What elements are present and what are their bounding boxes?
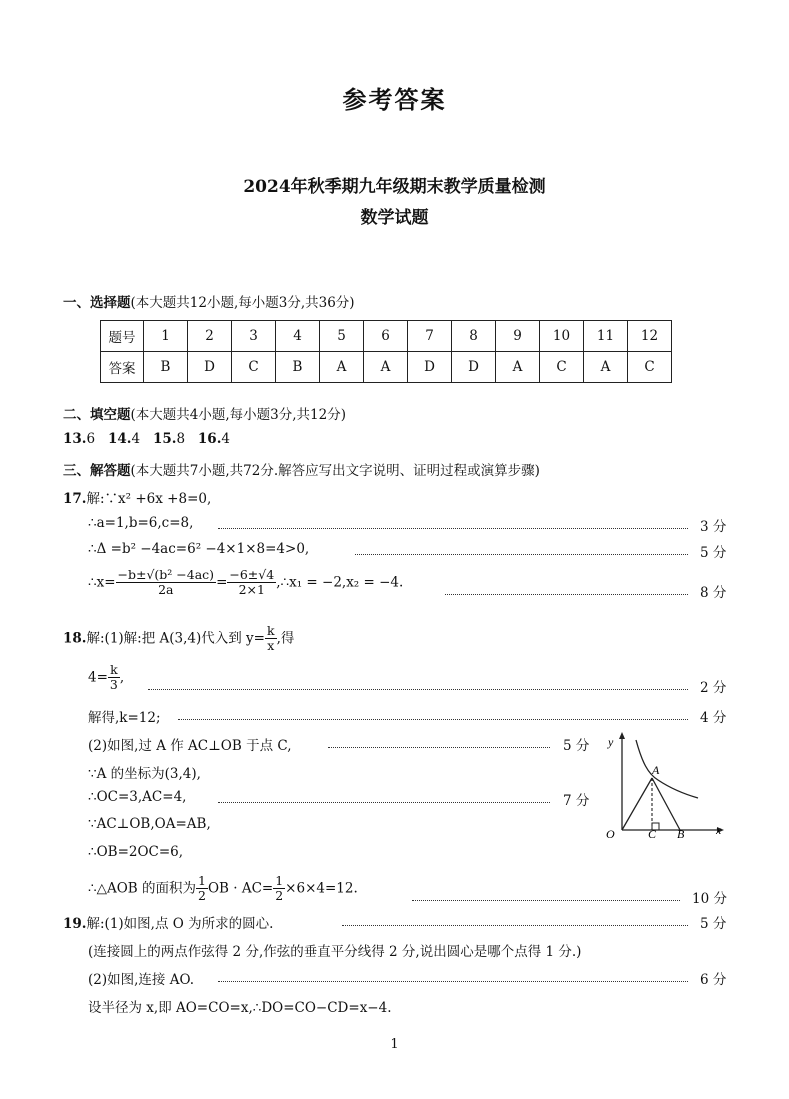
label-O: O bbox=[606, 827, 615, 840]
table-cell: 10 bbox=[540, 321, 584, 352]
fill-num: 15. bbox=[152, 431, 177, 447]
q19-line3: (2)如图,连接 AO. bbox=[88, 972, 195, 988]
q18-text: ∴△AOB 的面积为 bbox=[88, 880, 196, 897]
dot-leader bbox=[355, 554, 688, 555]
q18-line5: ∵A 的坐标为(3,4), bbox=[88, 766, 201, 782]
q17-line3: ∴Δ =b² −4ac=6² −4×1×8=4>0, bbox=[88, 541, 310, 557]
fill-answer: 6 bbox=[86, 431, 96, 447]
table-cell: A bbox=[320, 352, 364, 383]
fill-num: 14. bbox=[107, 431, 132, 447]
dot-leader bbox=[148, 689, 688, 690]
fraction bbox=[116, 568, 217, 598]
q19-line4: 设半径为 x,即 AO=CO=x,∴DO=CO−CD=x−4. bbox=[88, 1000, 392, 1016]
label-B: B bbox=[677, 827, 685, 840]
q18-text: OB · AC= bbox=[207, 880, 274, 897]
dot-leader bbox=[445, 594, 688, 595]
section-choice bbox=[63, 291, 355, 311]
denominator: 2 bbox=[198, 888, 206, 904]
y-axis-arrow bbox=[619, 732, 625, 739]
dot-leader bbox=[328, 747, 550, 748]
page-title: 参考答案 bbox=[342, 85, 447, 114]
table-row-numbers bbox=[101, 321, 672, 352]
fraction bbox=[273, 874, 285, 904]
q18-text: 解:(1)解:把 A(3,4)代入到 y= bbox=[86, 630, 265, 647]
subject-title: 数学试题 bbox=[360, 208, 429, 228]
answer-table bbox=[100, 320, 672, 383]
denominator: 3 bbox=[109, 677, 118, 693]
q19-number: 19. bbox=[63, 916, 87, 932]
segment-OA bbox=[622, 778, 652, 830]
table-cell: D bbox=[188, 352, 232, 383]
table-cell: 8 bbox=[452, 321, 496, 352]
q18-line9 bbox=[88, 874, 358, 904]
numerator: k bbox=[267, 623, 275, 638]
dot-leader bbox=[178, 719, 688, 720]
section-solve-heading: 三、解答题 bbox=[63, 463, 131, 479]
q18-number: 18. bbox=[63, 630, 87, 647]
q17-line4 bbox=[88, 568, 403, 598]
score-mark: 7 分 bbox=[563, 793, 590, 809]
table-cell: 3 bbox=[232, 321, 276, 352]
q18-text: 4= bbox=[88, 669, 108, 686]
fill-num: 13. bbox=[63, 431, 87, 447]
q18-line7: ∵AC⊥OB,OA=AB, bbox=[88, 816, 211, 832]
fill-answer: 4 bbox=[131, 431, 141, 447]
table-cell: 9 bbox=[496, 321, 540, 352]
segment-AB bbox=[652, 778, 680, 830]
score-mark: 5 分 bbox=[700, 916, 727, 932]
q18-line8: ∴OB=2OC=6, bbox=[88, 844, 184, 860]
fill-answer: 4 bbox=[221, 431, 230, 447]
q18-figure bbox=[598, 728, 728, 840]
table-cell: D bbox=[452, 352, 496, 383]
section-fill-heading: 二、填空题 bbox=[63, 407, 131, 423]
table-row-answers bbox=[101, 352, 672, 383]
table-cell-label: 答案 bbox=[101, 352, 144, 383]
q18-text: ,得 bbox=[276, 630, 295, 647]
table-cell: C bbox=[628, 352, 672, 383]
fraction bbox=[108, 663, 120, 693]
section-solve bbox=[63, 459, 540, 479]
table-cell: A bbox=[584, 352, 628, 383]
q17-text: ,∴x₁ = −2,x₂ = −4. bbox=[276, 574, 404, 591]
table-cell: C bbox=[232, 352, 276, 383]
score-mark: 6 分 bbox=[700, 972, 727, 988]
table-cell: 7 bbox=[408, 321, 452, 352]
q18-line2 bbox=[88, 663, 124, 693]
q19-line1 bbox=[63, 912, 273, 932]
section-solve-note: (本大题共7小题,共72分.解答应写出文字说明、证明过程或演算步骤) bbox=[130, 463, 540, 479]
numerator: −6±√4 bbox=[229, 567, 275, 582]
exam-title: 2024年秋季期九年级期末教学质量检测 bbox=[243, 177, 546, 197]
label-y: y bbox=[608, 735, 614, 749]
q17-line1 bbox=[63, 487, 211, 507]
table-cell: 5 bbox=[320, 321, 364, 352]
dot-leader bbox=[218, 802, 550, 803]
score-mark: 10 分 bbox=[692, 891, 727, 907]
dot-leader bbox=[342, 925, 688, 926]
fill-answer: 8 bbox=[176, 431, 186, 447]
table-cell-label: 题号 bbox=[101, 321, 144, 352]
table-cell: A bbox=[496, 352, 540, 383]
denominator: 2 bbox=[275, 888, 284, 904]
table-cell: 1 bbox=[144, 321, 188, 352]
table-cell: A bbox=[364, 352, 408, 383]
section-fill-note: (本大题共4小题,每小题3分,共12分) bbox=[130, 407, 346, 423]
table-cell: 2 bbox=[188, 321, 232, 352]
score-mark: 5 分 bbox=[563, 738, 590, 754]
label-A: A bbox=[652, 763, 660, 777]
q17-number: 17. bbox=[63, 491, 87, 507]
q19-text: 解:(1)如图,点 O 为所求的圆心. bbox=[86, 916, 274, 932]
score-mark: 4 分 bbox=[700, 710, 727, 726]
table-cell: 4 bbox=[276, 321, 320, 352]
numerator: −b±√(b² −4ac) bbox=[117, 567, 215, 582]
label-C: C bbox=[648, 827, 657, 840]
table-cell: 6 bbox=[364, 321, 408, 352]
table-cell: D bbox=[408, 352, 452, 383]
q18-line4: (2)如图,过 A 作 AC⊥OB 于点 C, bbox=[88, 738, 292, 754]
section-choice-note: (本大题共12小题,每小题3分,共36分) bbox=[130, 295, 355, 311]
q17-text: = bbox=[216, 574, 228, 591]
score-mark: 8 分 bbox=[700, 585, 727, 601]
q18-text: , bbox=[119, 669, 125, 686]
dot-leader bbox=[218, 528, 688, 529]
fill-answers bbox=[63, 431, 230, 447]
score-mark: 2 分 bbox=[700, 680, 727, 696]
score-mark: 5 分 bbox=[700, 545, 727, 561]
denominator: 2×1 bbox=[238, 582, 265, 598]
section-choice-heading: 一、选择题 bbox=[63, 295, 131, 311]
fraction bbox=[265, 624, 277, 654]
fraction bbox=[196, 874, 208, 904]
table-cell: 11 bbox=[584, 321, 628, 352]
q17-line2: ∴a=1,b=6,c=8, bbox=[88, 515, 194, 531]
table-cell: B bbox=[144, 352, 188, 383]
q18-line6: ∴OC=3,AC=4, bbox=[88, 789, 187, 805]
label-x: x bbox=[716, 823, 722, 837]
denominator: 2a bbox=[158, 582, 174, 598]
numerator: k bbox=[108, 663, 120, 678]
q18-line1 bbox=[63, 624, 294, 654]
q18-text: ×6×4=12. bbox=[285, 880, 358, 897]
denominator: x bbox=[267, 638, 275, 654]
table-cell: B bbox=[276, 352, 320, 383]
q18-line3: 解得,k=12; bbox=[88, 710, 161, 726]
q17-text: ∴x= bbox=[88, 574, 116, 591]
numerator: 1 bbox=[198, 873, 206, 888]
fraction bbox=[227, 568, 276, 598]
dot-leader bbox=[218, 981, 688, 982]
section-fill bbox=[63, 403, 346, 423]
score-mark: 3 分 bbox=[700, 519, 727, 535]
q17-text: 解:∵x² +6x +8=0, bbox=[86, 491, 212, 507]
dot-leader bbox=[412, 900, 680, 901]
table-cell: 12 bbox=[628, 321, 672, 352]
numerator: 1 bbox=[275, 873, 284, 888]
fill-num: 16. bbox=[197, 431, 222, 447]
q19-line2: (连接圆上的两点作弦得 2 分,作弦的垂直平分线得 2 分,说出圆心是哪个点得 1 分.) bbox=[88, 944, 582, 960]
page-number: 1 bbox=[390, 1037, 399, 1052]
table-cell: C bbox=[540, 352, 584, 383]
